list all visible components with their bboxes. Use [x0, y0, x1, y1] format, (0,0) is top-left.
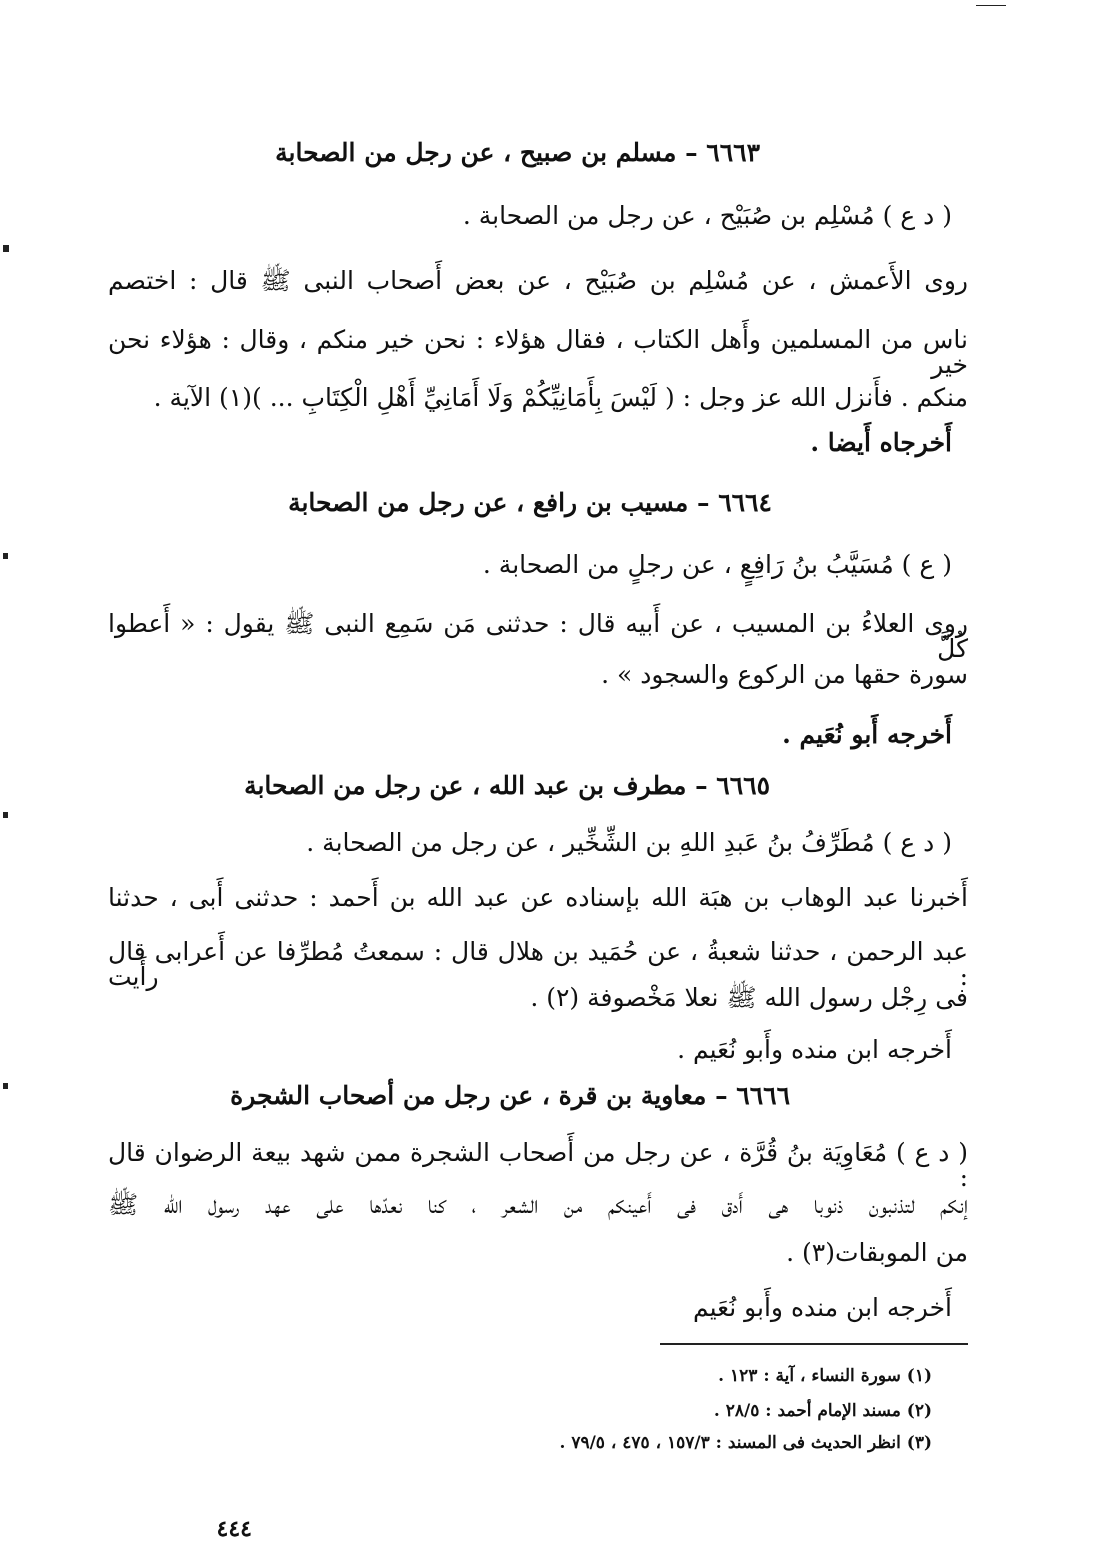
entry-subtitle: ( ع ) مُسَيَّبُ بنُ رَافِعٍ ، عن رجلٍ من الصحابة . — [482, 550, 952, 579]
entry-body-line: إنكم لتذنبون ذنوبا هى أَدق فى أَعينكم من الشعر ، كنا نعدّها على عهد رسول الله ﷺ — [108, 1190, 968, 1219]
entry-body-line: ( د ع ) مُعَاوِيَة بنُ قُرَّة ، عن رجل من أَصحاب الشجرة ممن شهد بيعة الرضوان قال : — [108, 1138, 968, 1192]
page-number: ٤٤٤ — [216, 1516, 252, 1542]
entry-subtitle: ( د ع ) مُطَرِّفُ بنُ عَبدِ اللهِ بن الشِّخِّير ، عن رجل من الصحابة . — [306, 828, 952, 857]
entry-body-line: منكم . فأَنزل الله عز وجل : ( لَيْسَ بِأَمَانِيِّكُمْ وَلَا أَمَانِيِّ أَهْلِ الْكِتَابِ ... )(١) الآية . — [153, 383, 968, 412]
entry-subtitle: ( د ع ) مُسْلِم بن صُبَيْح ، عن رجل من الصحابة . — [462, 201, 952, 230]
entry-body-line: روى الأَعمش ، عن مُسْلِم بن صُبَيْح ، عن بعض أَصحاب النبى ﷺ قال : اختصم — [108, 266, 968, 295]
scan-mark — [976, 5, 1006, 6]
section-heading: ٦٦٦٥ – مطرف بن عبد الله ، عن رجل من الصحابة — [244, 771, 770, 800]
entry-body-line: عبد الرحمن ، حدثنا شعبةُ ، عن حُمَيد بن هلال قال : سمعتُ مُطرِّفا عن أَعرابى قال : رأَيت — [108, 937, 968, 991]
entry-body-line: من الموبقات(٣) . — [786, 1238, 968, 1267]
entry-body-line: ناس من المسلمين وأَهل الكتاب ، فقال هؤلاء : نحن خير منكم ، وقال : هؤلاء نحن خير — [108, 325, 968, 379]
section-heading: ٦٦٦٣ – مسلم بن صبيح ، عن رجل من الصحابة — [275, 138, 760, 167]
entry-body-line: أَخبرنا عبد الوهاب بن هبَة الله بإسناده عن عبد الله بن أَحمد : حدثنى أَبى ، حدثنا — [108, 883, 968, 912]
entry-body-line: سورة حقها من الركوع والسجود » . — [601, 660, 968, 689]
scan-mark — [3, 1083, 8, 1089]
entry-body-line: فى رِجْل رسول الله ﷺ نعلا مَخْصوفة (٢) . — [530, 983, 968, 1012]
footnote: (٣) انظر الحديث فى المسند : ١٥٧/٣ ، ٤٧٥ ، ٧٩/٥ . — [559, 1433, 932, 1453]
scan-mark — [3, 812, 8, 818]
entry-source: أَخرجه ابن منده وأَبو نُعَيم . — [677, 1035, 952, 1064]
entry-body-line: روى العلاءُ بن المسيب ، عن أَبيه قال : حدثنى مَن سَمِع النبى ﷺ يقول : « أَعطوا كُلَّ — [108, 609, 968, 663]
section-heading: ٦٦٦٤ – مسيب بن رافع ، عن رجل من الصحابة — [288, 488, 772, 517]
scan-mark — [3, 245, 9, 252]
entry-source: أَخرجه أَبو نُعَيم . — [782, 720, 952, 749]
entry-source: أَخرجه ابن منده وأَبو نُعَيم — [692, 1293, 952, 1322]
section-heading: ٦٦٦٦ – معاوية بن قرة ، عن رجل من أصحاب الشجرة — [230, 1081, 790, 1110]
footnote-divider — [660, 1343, 968, 1345]
footnote: (٢) مسند الإمام أحمد : ٢٨/٥ . — [713, 1401, 932, 1421]
entry-source: أَخرجاه أَيضا . — [810, 428, 952, 457]
footnote: (١) سورة النساء ، آية : ١٢٣ . — [718, 1366, 932, 1386]
scan-mark — [3, 553, 8, 559]
